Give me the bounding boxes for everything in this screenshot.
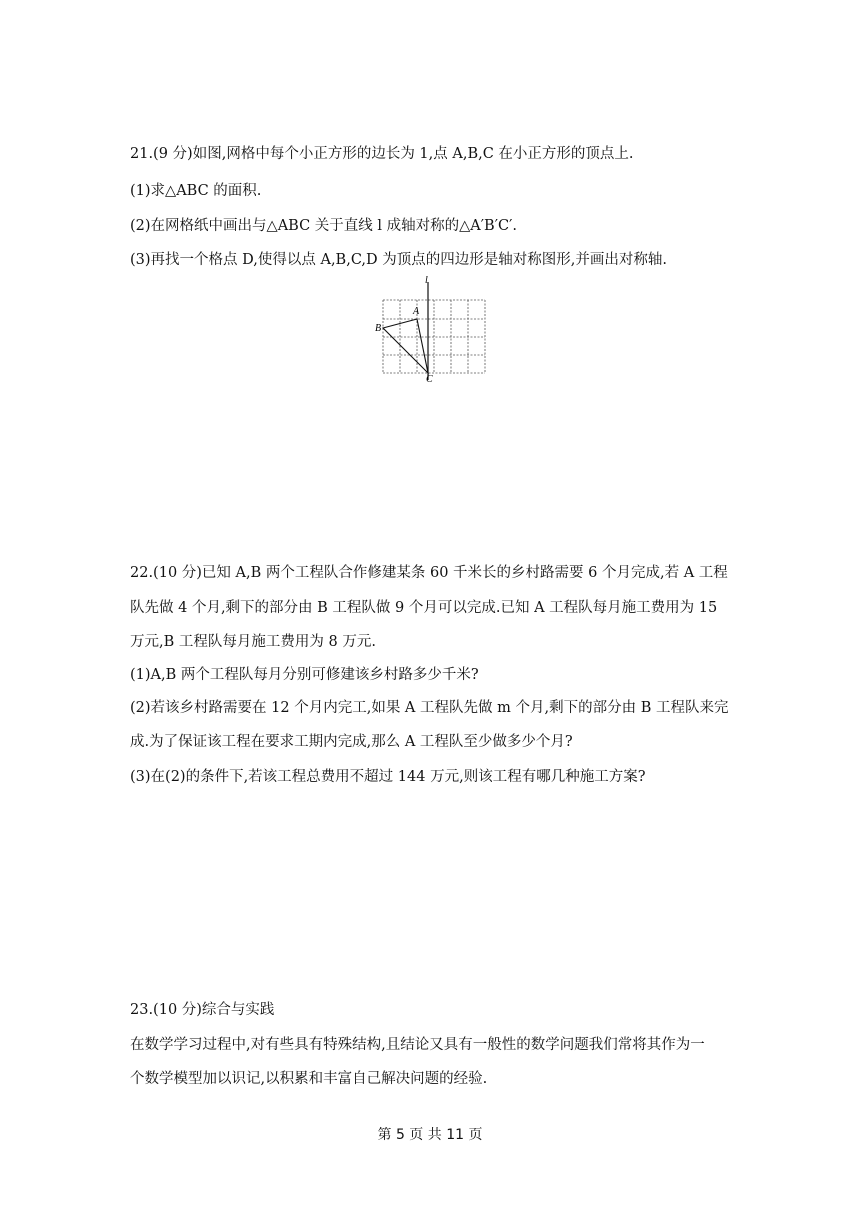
q22-part-2-line-1: (2)若该乡村路需要在 12 个月内完工,如果 A 工程队先做 m 个月,剩下的部分由 B 工程队来完 (130, 700, 729, 716)
q23-title: 23.(10 分)综合与实践 (130, 1002, 275, 1018)
line-label-l: l (425, 275, 428, 286)
q21-part-3: (3)再找一个格点 D,使得以点 A,B,C,D 为顶点的四边形是轴对称图形,并画出对称轴. (130, 252, 667, 268)
page-number: 第 5 页 共 11 页 (377, 1127, 483, 1143)
q21-part-1: (1)求△ABC 的面积. (130, 183, 262, 199)
vertex-label-b: B (375, 323, 382, 334)
q22-stem-line-2: 队先做 4 个月,剩下的部分由 B 工程队做 9 个月可以完成.已知 A 工程队每月施工费用为 15 (130, 600, 718, 616)
vertex-label-a: A (413, 306, 420, 317)
q23-line-2: 个数学模型加以识记,以积累和丰富自己解决问题的经验. (130, 1071, 488, 1087)
grid-figure (370, 272, 495, 387)
q22-stem-line-1: 22.(10 分)已知 A,B 两个工程队合作修建某条 60 千米长的乡村路需要 6 个月完成,若 A 工程 (130, 565, 728, 581)
vertex-label-c: C (426, 374, 433, 385)
q22-part-2-line-2: 成.为了保证该工程在要求工期内完成,那么 A 工程队至少做多少个月? (130, 734, 573, 750)
triangle-abc (383, 319, 428, 373)
q22-part-3: (3)在(2)的条件下,若该工程总费用不超过 144 万元,则该工程有哪几种施工方案? (130, 769, 646, 785)
q21-part-2: (2)在网格纸中画出与△ABC 关于直线 l 成轴对称的△A′B′C′. (130, 218, 518, 234)
grid (383, 300, 485, 373)
q22-stem-line-3: 万元,B 工程队每月施工费用为 8 万元. (130, 634, 376, 650)
q21-stem: 21.(9 分)如图,网格中每个小正方形的边长为 1,点 A,B,C 在小正方形的顶点上. (130, 146, 634, 162)
q23-line-1: 在数学学习过程中,对有些具有特殊结构,且结论又具有一般性的数学问题我们常将其作为一 (130, 1037, 705, 1053)
q22-part-1: (1)A,B 两个工程队每月分别可修建该乡村路多少千米? (130, 667, 479, 683)
